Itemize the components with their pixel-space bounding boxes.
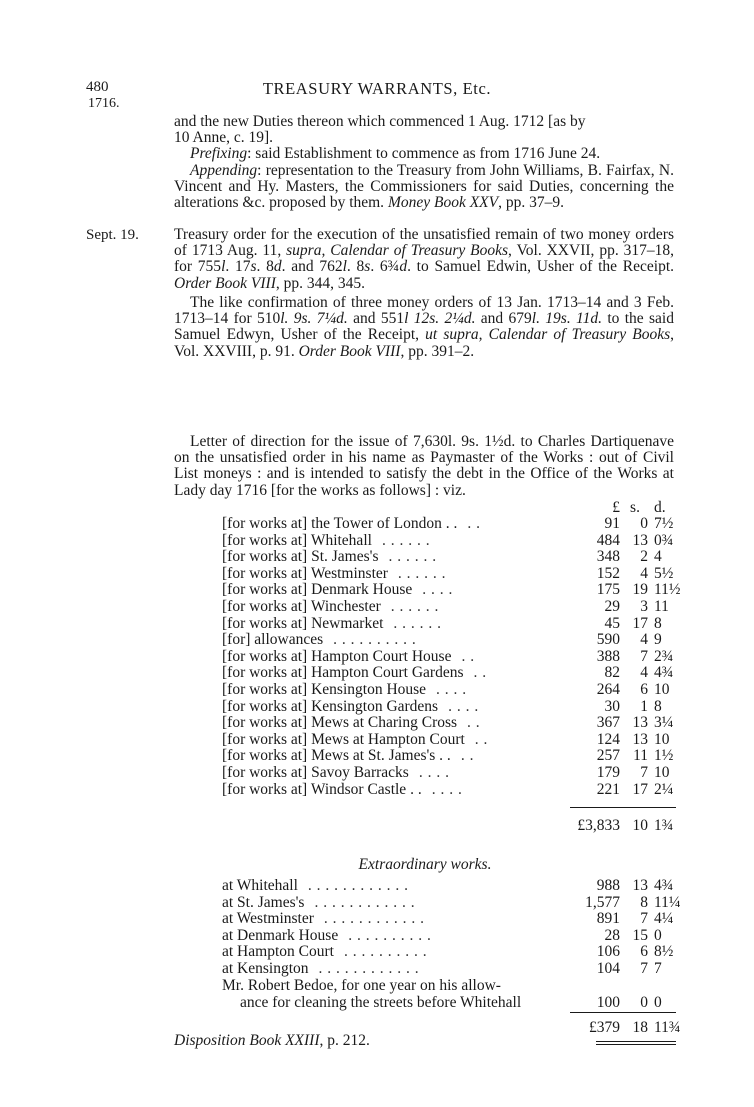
entry-1-s2b: s	[364, 258, 371, 276]
page-header-title: TREASURY WARRANTS, Etc.	[262, 79, 492, 98]
works-pence: 7½	[654, 515, 674, 532]
extra-label: at St. James's	[222, 893, 305, 911]
works-shillings: 0	[640, 515, 648, 532]
works-row	[174, 632, 676, 649]
works-total-rule	[570, 807, 676, 808]
extra-shillings: 6	[640, 943, 648, 961]
margin-year: 1716.	[88, 96, 120, 111]
extraordinary-table	[174, 877, 681, 978]
intro-block	[174, 114, 674, 211]
entry-1-s2: . 8	[346, 258, 365, 276]
works-pence: 3¼	[654, 714, 674, 732]
footer-reference	[174, 1032, 370, 1050]
works-label: [for works at] Winchester	[222, 597, 381, 615]
works-shillings: 4	[640, 631, 648, 649]
entry-1-text-b: , Vol. XXVII, pp. 317–18, for 755	[174, 242, 674, 276]
works-total-shillings: 10	[632, 817, 648, 834]
entry-2-ref: Order Book VIII	[298, 342, 401, 360]
appending-text: : representation to the Treasury from John Williams, B. Fairfax, N. Vincent and Hy. Masters, the Commissioners for said Duties, concerning the alterations &c. proposed by them.	[174, 161, 674, 212]
entry-3-text: Letter of direction for the issue of 7,630l. 9s. 1½d. to Charles Dartiquenave on the unsatisfied order in his name as Paymaster of the Works : out of Civil List moneys : and is intended to satisfy the debt in the Office of the Works at Lady day 1716 [for the works as follows] : viz.	[174, 433, 674, 499]
footer-ref-pages: , p. 212.	[319, 1032, 370, 1049]
extra-pence: 8½	[654, 943, 674, 961]
works-pounds: 30	[604, 697, 620, 715]
works-pounds: 45	[604, 614, 620, 632]
entry-2-v1: l. 9s. 7¼d.	[280, 310, 348, 328]
entry-2-ref-pages: , pp. 391–2.	[400, 342, 475, 360]
entry-1-s1b: s	[250, 258, 257, 276]
extra-total-shillings: 18	[632, 1019, 648, 1036]
works-leaders: . . . . . .	[393, 614, 442, 632]
works-pence: 5½	[654, 564, 674, 582]
works-pounds: 124	[596, 730, 620, 748]
intro-line-2: 10 Anne, c. 19].	[174, 129, 274, 147]
works-pounds: 175	[596, 581, 620, 599]
extra-label: at Kensington	[222, 959, 309, 977]
works-pence: 9	[654, 631, 662, 649]
works-pence: 1½	[654, 747, 674, 765]
works-shillings: 19	[632, 581, 648, 599]
works-leaders: . .	[461, 647, 475, 665]
works-shillings: 17	[632, 614, 648, 632]
works-leaders: . . . . . .	[390, 597, 439, 615]
extra-total-rule	[570, 1012, 676, 1013]
extra-row	[174, 928, 676, 945]
entry-3	[174, 434, 674, 499]
works-pounds: 29	[604, 597, 620, 615]
works-pence: 2¼	[654, 780, 674, 798]
header-pence: d.	[654, 499, 666, 516]
entry-1-text-c: . and 762	[281, 258, 343, 276]
works-leaders: . .	[467, 515, 481, 532]
works-shillings: 13	[632, 531, 648, 549]
works-label: [for works at] Hampton Court House	[222, 647, 452, 665]
works-row	[174, 665, 676, 682]
works-label: [for works at] Mews at Hampton Court	[222, 730, 465, 748]
footer-ref: Disposition Book XXIII	[174, 1032, 320, 1049]
works-leaders: . . . .	[448, 697, 479, 715]
appending-ref: Money Book XXV	[387, 194, 499, 212]
works-pence: 8	[654, 697, 662, 715]
extra-pounds: 104	[596, 959, 620, 977]
extra-leaders: . . . . . . . . . .	[348, 926, 432, 944]
works-pounds: 484	[596, 531, 620, 549]
entry-1-d1: . 8	[256, 258, 274, 276]
works-label: [for works at] Denmark House	[222, 581, 413, 599]
extra-row	[174, 911, 676, 928]
entry-1-l1: l	[221, 258, 226, 276]
works-label: [for works at] Mews at Charing Cross	[222, 714, 458, 732]
works-leaders: . . . . . .	[388, 548, 437, 566]
extra-label: at Hampton Court	[222, 943, 334, 961]
page-number: 480	[86, 79, 109, 95]
bedoe-shillings: 0	[640, 993, 648, 1011]
works-pence: 0¾	[654, 531, 674, 549]
prefixing-label: Prefixing	[190, 145, 248, 163]
entry-1-ref: Order Book VIII	[174, 274, 276, 292]
works-leaders: . . . . . .	[397, 564, 447, 582]
extra-leaders: . . . . . . . . . . . .	[307, 877, 409, 894]
entry-date: Sept. 19.	[86, 227, 139, 243]
works-row	[174, 748, 676, 765]
extra-pounds: 28	[604, 926, 620, 944]
works-row	[174, 549, 676, 566]
entry-1	[174, 227, 674, 292]
entry-2-v3: l. 19s. 11d.	[531, 310, 603, 328]
works-pence: 11	[654, 597, 669, 615]
entry-2-text-d: to the said Samuel Edwyn, Usher of the Receipt,	[174, 310, 674, 344]
works-pence: 8	[654, 614, 662, 632]
works-leaders: . .	[474, 730, 488, 748]
works-pounds: 179	[596, 763, 620, 781]
works-shillings: 13	[632, 730, 648, 748]
intro-line-1: and the new Duties thereon which commenced 1 Aug. 1712 [as by	[174, 113, 586, 130]
works-pounds: 590	[596, 631, 620, 649]
works-leaders: . .	[473, 664, 487, 682]
works-row	[174, 732, 676, 749]
entry-2-text-a: The like confirmation of three money orders of 13 Jan. 1713–14 and 3 Feb. 1713–14 for 510	[174, 294, 674, 328]
works-label: [for] allowances	[222, 631, 324, 649]
works-row	[174, 599, 676, 616]
entry-1-ref-pages: , pp. 344, 345.	[275, 274, 365, 292]
prefixing-text: : said Establishment to commence as from 1716 June 24.	[247, 145, 601, 163]
works-total-pence: 1¾	[654, 817, 674, 834]
entry-2-text-c: and 679	[475, 310, 532, 328]
extra-row	[174, 961, 676, 978]
extra-total-double-rule-2	[596, 1044, 676, 1045]
extra-pence: 11¼	[654, 893, 681, 911]
entry-1-s1: . 17	[225, 258, 251, 276]
extra-leaders: . . . . . . . . . .	[343, 943, 428, 961]
extra-label: at Whitehall	[222, 877, 298, 894]
works-row	[174, 616, 676, 633]
works-shillings: 2	[640, 548, 648, 566]
works-row	[174, 566, 676, 583]
works-label: [for works at] Mews at St. James's . .	[222, 747, 451, 765]
extra-row	[174, 944, 676, 961]
works-shillings: 13	[632, 714, 648, 732]
bedoe-line-2: ance for cleaning the streets before Whitehall	[240, 993, 522, 1011]
bedoe-line-1: Mr. Robert Bedoe, for one year on his allow-	[222, 977, 501, 994]
extra-pounds: 988	[596, 877, 620, 894]
works-pence: 10	[654, 730, 670, 748]
works-label: [for works at] Newmarket	[222, 614, 384, 632]
works-label: [for works at] Hampton Court Gardens	[222, 664, 464, 682]
entry-2	[174, 295, 674, 360]
extra-row	[174, 893, 681, 912]
works-pounds: 264	[596, 680, 620, 698]
extra-leaders: . . . . . . . . . . . .	[318, 959, 420, 977]
works-leaders: . . . .	[418, 763, 450, 781]
works-label: [for works at] Savoy Barracks	[222, 763, 409, 781]
works-shillings: 4	[640, 564, 648, 582]
appending-label: Appending	[190, 161, 258, 179]
works-leaders: . . . .	[436, 680, 467, 698]
extra-shillings: 8	[640, 893, 648, 911]
works-pounds: 367	[596, 714, 620, 732]
works-table	[174, 515, 681, 798]
extra-pence: 4¾	[654, 877, 674, 894]
extra-label: at Denmark House	[222, 926, 339, 944]
works-pounds: 91	[604, 515, 620, 532]
works-pence: 4	[654, 548, 662, 566]
works-label: [for works at] the Tower of London . .	[222, 515, 458, 532]
extra-pounds: 106	[596, 943, 620, 961]
works-total-row	[174, 818, 676, 835]
works-pounds: 82	[604, 664, 620, 682]
entry-2-text-b: and 551	[347, 310, 405, 328]
works-row	[174, 699, 676, 716]
works-row	[174, 533, 676, 550]
extra-shillings: 7	[640, 910, 648, 928]
works-row	[174, 581, 681, 599]
works-label: [for works at] Windsor Castle . .	[222, 780, 422, 798]
header-shillings: s.	[630, 499, 640, 516]
works-label: [for works at] St. James's	[222, 548, 379, 566]
extra-shillings: 15	[632, 926, 648, 944]
extra-row	[174, 878, 676, 895]
works-leaders: . . . . . . . . . .	[333, 631, 417, 649]
works-shillings: 17	[632, 780, 648, 798]
extra-leaders: . . . . . . . . . . . .	[323, 910, 425, 928]
entry-1-supra: supra, Calendar of Treasury Books	[286, 242, 509, 260]
works-pence: 11½	[654, 581, 681, 599]
works-pounds: 348	[596, 548, 620, 566]
bedoe-pounds: 100	[596, 993, 620, 1011]
entry-1-d1b: d	[273, 258, 282, 276]
extra-pence: 0	[654, 926, 662, 944]
extra-pence: 7	[654, 959, 662, 977]
entry-1-d2: . 6¾	[370, 258, 400, 276]
works-shillings: 7	[640, 647, 648, 665]
entry-2-ut-supra: ut supra, Calendar of Treasury Books	[425, 326, 671, 344]
works-row	[174, 765, 676, 782]
bedoe-pence: 0	[654, 993, 662, 1011]
extra-total-double-rule-1	[596, 1041, 676, 1042]
works-leaders: . .	[460, 747, 474, 765]
works-leaders: . .	[467, 714, 481, 732]
works-shillings: 7	[640, 763, 648, 781]
extra-total-pounds: £379	[589, 1019, 620, 1036]
entry-1-text-a: Treasury order for the execution of the unsatisfied remain of two money orders of 1713 Aug. 11,	[174, 226, 674, 260]
works-label: [for works at] Westminster	[222, 564, 388, 582]
entry-2-text-e: , Vol. XXVIII, p. 91.	[174, 326, 674, 360]
extra-shillings: 13	[632, 877, 648, 894]
works-label: [for works at] Kensington Gardens	[222, 697, 439, 715]
header-pounds: £	[612, 499, 620, 516]
extra-pounds: 891	[596, 910, 620, 928]
works-label: [for works at] Whitehall	[222, 531, 372, 549]
works-shillings: 1	[640, 697, 648, 715]
works-row	[174, 682, 676, 699]
works-pounds: 221	[596, 780, 620, 798]
works-leaders: . . . .	[431, 780, 463, 798]
extraordinary-heading: Extraordinary works.	[358, 856, 492, 873]
works-pence: 10	[654, 763, 670, 781]
works-leaders: . . . .	[422, 581, 453, 599]
works-pounds: 152	[596, 564, 620, 582]
works-shillings: 6	[640, 680, 648, 698]
appending-ref-pages: , pp. 37–9.	[498, 194, 564, 212]
works-leaders: . . . . . .	[381, 531, 431, 549]
extra-label: at Westminster	[222, 910, 314, 928]
works-shillings: 11	[633, 747, 648, 765]
entry-1-d2b: d	[399, 258, 408, 276]
works-pence: 10	[654, 680, 670, 698]
extra-shillings: 7	[640, 959, 648, 977]
extra-pence: 4¼	[654, 910, 674, 928]
works-pence: 2¾	[654, 647, 674, 665]
works-row	[174, 782, 676, 799]
works-shillings: 3	[640, 597, 648, 615]
works-row	[174, 649, 676, 666]
works-total-pounds: £3,833	[577, 817, 620, 834]
works-label: [for works at] Kensington House	[222, 680, 427, 698]
entry-2-v2: l 12s. 2¼d.	[404, 310, 476, 328]
extra-pounds: 1,577	[585, 893, 620, 911]
works-row	[174, 516, 676, 533]
entry-1-text-d: . to Samuel Edwin, Usher of the Receipt.	[407, 258, 675, 276]
bedoe-row	[174, 978, 676, 1011]
works-pence: 4¾	[654, 664, 674, 682]
works-row	[174, 715, 676, 732]
extra-leaders: . . . . . . . . . . . .	[314, 893, 416, 911]
works-pounds: 257	[596, 747, 620, 765]
works-shillings: 4	[640, 664, 648, 682]
works-pounds: 388	[596, 647, 620, 665]
extra-total-pence: 11¾	[654, 1019, 681, 1036]
entry-1-l2: l	[342, 258, 347, 276]
